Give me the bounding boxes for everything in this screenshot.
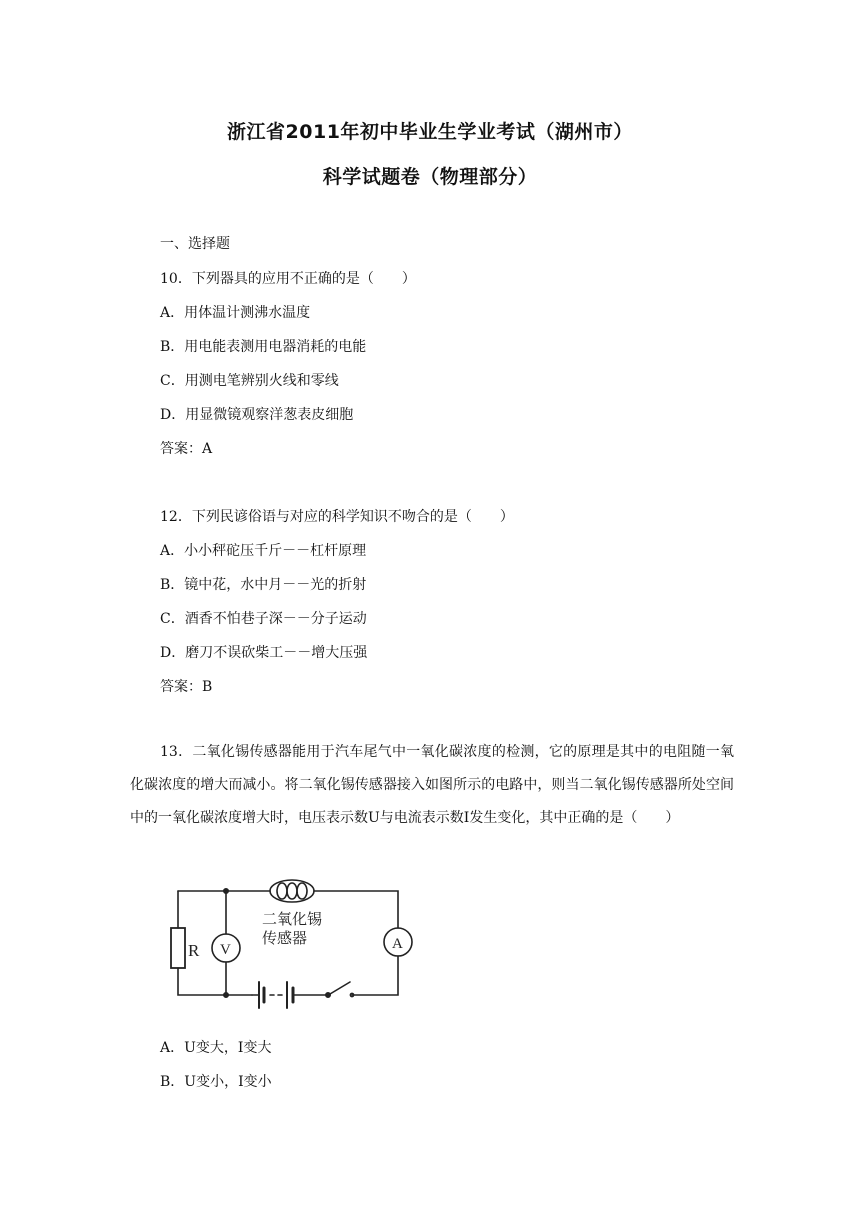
question-13-option-b: B．U变小，I变小 <box>160 1074 272 1090</box>
question-12-option-b: B．镜中花，水中月－－光的折射 <box>160 577 367 593</box>
question-12-stem: 12．下列民谚俗语与对应的科学知识不吻合的是（ ） <box>160 509 514 525</box>
voltmeter-label: V <box>220 942 231 958</box>
document-subtitle: 科学试题卷（物理部分） <box>322 166 538 188</box>
question-12-option-d: D．磨刀不误砍柴工－－增大压强 <box>160 645 368 661</box>
question-12-answer: 答案：B <box>160 679 213 695</box>
ammeter-label: A <box>392 936 403 952</box>
question-10-option-d: D．用显微镜观察洋葱表皮细胞 <box>160 407 354 423</box>
wire-left-lower <box>178 968 252 995</box>
sensor-coil-1 <box>277 883 287 899</box>
sensor-label-line1: 二氧化锡 <box>262 910 323 928</box>
question-10-option-c: C．用测电笔辨别火线和零线 <box>160 373 339 389</box>
question-10-option-b: B．用电能表测用电器消耗的电能 <box>160 339 367 355</box>
question-13-option-a: A．U变大，I变大 <box>160 1040 272 1056</box>
wire-right-lower <box>352 956 398 995</box>
section-heading: 一、选择题 <box>160 236 230 252</box>
resistor <box>171 928 185 968</box>
sensor-label-line2: 传感器 <box>262 929 308 947</box>
question-13-stem: 13．二氧化锡传感器能用于汽车尾气中一氧化碳浓度的检测，它的原理是其中的电阻随一氧化碳浓度的增大而减小。将二氧化锡传感器接入如图所示的电路中，则当二氧化锡传感器所处空间中的一氧化碳浓度增大时，电压表示数U与电流表示数I发生变化，其中正确的是（ ） <box>130 744 734 826</box>
question-12-option-a: A．小小秤砣压千斤－－杠杆原理 <box>160 543 367 559</box>
sensor-coil-2 <box>287 883 297 899</box>
question-10-answer: 答案：A <box>160 441 213 457</box>
resistor-label: R <box>188 941 200 960</box>
question-10-option-a: A．用体温计测沸水温度 <box>160 305 311 321</box>
circuit-diagram <box>166 872 426 1012</box>
wire-top-right <box>314 891 398 928</box>
sensor-coil-3 <box>297 883 307 899</box>
question-10-stem: 10．下列器具的应用不正确的是（ ） <box>160 271 416 287</box>
document-title: 浙江省2011年初中毕业生学业考试（湖州市） <box>227 121 633 143</box>
switch-blade <box>330 982 350 994</box>
question-12-option-c: C．酒香不怕巷子深－－分子运动 <box>160 611 367 627</box>
